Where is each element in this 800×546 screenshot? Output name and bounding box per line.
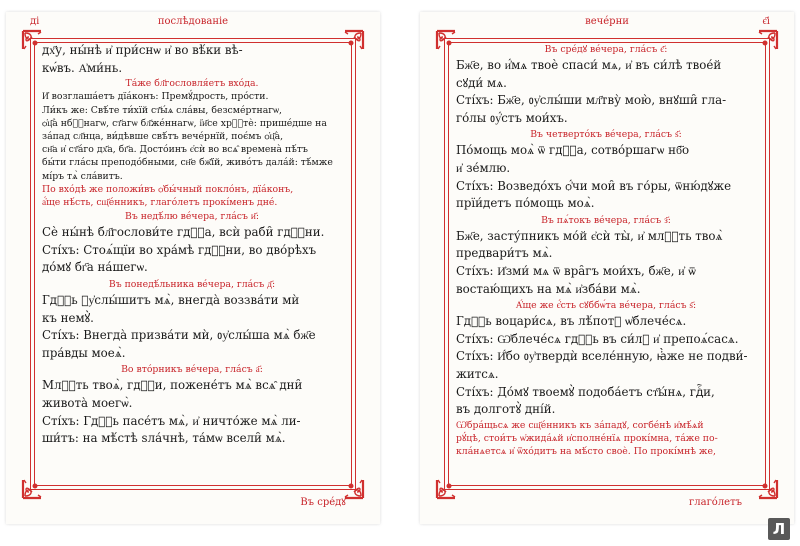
left-folio: ді: [30, 16, 40, 27]
corner-ornament-icon: [435, 29, 457, 51]
text-line: Бж҃е, во и҆́мѧ твоѐ спаси́ мѧ, и҆ въ си́лѣ твое́й: [456, 58, 722, 72]
right-folio: є҃і: [762, 16, 770, 27]
text-line: Та́же бл҃гословля́етъ вхо́да.: [125, 78, 259, 90]
rubric-heading: Во вто́рникъ ве́чера, гла́съ а҃:: [121, 364, 263, 376]
text-line: бы́ти гла́сы преподо́бными, сн҃е бж҃їй, живо́тъ дала́й: тѣ́мже: [42, 157, 333, 169]
text-line: По вхо́дѣ же положи́въ ѻ҆бы́чный покло́нъ, дїа́конъ,: [42, 183, 294, 195]
text-line: ѻ҆ц҃а̀ нбⷭ҇нагѡ, ст҃агѡ бл҃же́ннагѡ, і҆и҃се хрⷭ҇тѐ: прише́дше на: [42, 117, 327, 129]
corner-ornament-icon: [757, 478, 779, 500]
text-line: Сті́хъ: Ѡ҆блече́сѧ гдⷭ҇ь въ си́лꙋ и҆ препоѧ́сасѧ.: [456, 331, 739, 346]
text-line: Сѐ ны́нѣ бл҃гослови́те гдⷭ҇а, всѝ раби̑ гдⷭ҇ни.: [42, 225, 325, 240]
rubric-heading: Въ понедѣ́льника ве́чера, гла́съ д҃:: [108, 279, 276, 290]
text-line: кѡ́въ. А҆ми́нь.: [42, 60, 123, 75]
corner-ornament-icon: [757, 29, 779, 51]
left-running-title: послѣдованіе: [157, 16, 229, 27]
text-line: дх҃у, ны́нѣ и҆ при́снѡ и҆ во вѣ́ки вѣ-: [42, 43, 243, 57]
right-page: [420, 12, 794, 524]
publisher-logo-badge[interactable]: Л: [768, 518, 790, 540]
left-catchword: Въ сре́дꙋ: [300, 497, 346, 508]
text-line: ши́тъ: на мѣ́стѣ ѕла́чнѣ, та́мѡ всели̑ мѧ̀.: [42, 431, 286, 446]
text-line: рꙋ́цѣ, стои́тъ ѡ҆жида́ѧй и҆сполне́нїѧ прокі́мна, та́же по-: [456, 432, 718, 444]
text-line: Сті́хъ: Гдⷭ҇ь пасе́тъ мѧ̀, и҆ ничто́же мѧ̀ ли-: [42, 413, 301, 428]
text-line: сн҃а и҆ ст҃а́го дх҃а, бг҃а. Досто́инъ є҆сѝ во всѧ̑ времена̀ пѣ́тъ: [42, 144, 308, 156]
text-line: къ немꙋ̀.: [42, 310, 94, 325]
text-line: сꙋди́ мѧ.: [456, 75, 507, 90]
corner-ornament-icon: [343, 29, 365, 51]
text-line: го́лы ᲂу҆́стъ мои́хъ.: [456, 110, 568, 125]
text-line: до́мꙋ бг҃а на́шегѡ.: [42, 260, 148, 275]
text-line: Ѡ҆бра́щьсѧ же сщ҃е́нникъ къ за́падꙋ, согбе́нѣ и҆мѣ́ѧй: [456, 419, 704, 431]
text-line: Сті́хъ: Возведо́хъ ѻ҆́чи мои̑ въ го́ры, ѿню́дꙋже: [456, 178, 732, 193]
text-line: а҆́ще нѣ́сть, сщ҃е́нникъ, глаго́летъ прокі́менъ дне́.: [42, 197, 278, 209]
right-running-title: вече́рни: [585, 16, 629, 27]
left-page-text: [42, 42, 342, 448]
left-page: [6, 12, 380, 524]
text-line: Сті́хъ: Внегда̀ призва́ти мѝ, ᲂу҆слы́ша мѧ̀ бж҃е: [42, 328, 316, 343]
text-line: Бж҃е, засту́пникъ мо́й є҆сѝ ты̀, и҆ млⷭ҇ть твоѧ̀: [456, 228, 723, 243]
text-line: Гдⷭ҇ь воцари́сѧ, въ лѣ́потꙋ ѡ҆блече́сѧ.: [456, 314, 687, 329]
corner-ornament-icon: [21, 478, 43, 500]
rubric-heading: Въ недѣ́лю ве́чера, гла́съ и҃:: [125, 211, 259, 223]
corner-ornament-icon: [435, 478, 457, 500]
text-line: По́мощь моѧ̀ ѿ гдⷭ҇а, сотво́ршагѡ нб҃о: [456, 143, 690, 158]
text-line: Сті́хъ: Бж҃е, ᲂу҆слы́ши мл҃тву̀ мою̀, внꙋши̑ гла-: [456, 93, 727, 108]
text-line: Сті́хъ: До́мꙋ твоемꙋ̀ подоба́етъ ст҃ы́нѧ, гдⷭ҇и,: [456, 384, 715, 399]
corner-ornament-icon: [21, 29, 43, 51]
text-line: Млⷭ҇ть твоѧ̀, гдⷭ҇и, пожене́тъ мѧ̀ всѧ̑ дни̑: [42, 378, 303, 393]
text-line: за́пад сл҃нца, ви́дѣвше свѣ́тъ вече́рнїй, поє́мъ ѻ҆ц҃а̀,: [42, 131, 284, 142]
text-line: житсѧ.: [456, 366, 499, 381]
text-line: и҆ зе́млю.: [456, 160, 511, 175]
text-line: Ли́къ же: Свѣ́те ти́хїй ст҃ы́ѧ сла́вы, безсме́ртнагѡ,: [42, 104, 283, 116]
text-line: Сті́хъ: И҆́бо ᲂу҆твердѝ вселе́нную, ꙗ҆̀же не подви́-: [456, 349, 748, 364]
text-line: Сті́хъ: Стоѧ́щїи во хра́мѣ гдⷭ҇ни, во дво́рѣхъ: [42, 242, 317, 257]
rubric-heading: Въ сре́дꙋ ве́чера, гла́съ є҃:: [544, 44, 668, 55]
text-line: Сті́хъ: И҆зми́ мѧ ѿ вра̑гъ мои́хъ, бж҃е, и҆ ѿ: [456, 263, 696, 278]
right-page-text: [456, 42, 756, 458]
text-line: предвари́тъ мѧ̀.: [456, 246, 553, 261]
right-catchword: глаго́летъ: [689, 497, 742, 508]
text-line: пра́вды моеѧ̀.: [42, 345, 126, 360]
text-line: мі́ръ тѧ̀ сла́витъ.: [42, 170, 123, 182]
rubric-heading: Въ четверто́къ ве́чера, гла́съ ѕ҃:: [530, 129, 682, 141]
corner-ornament-icon: [343, 478, 365, 500]
text-line: Гдⷭ҇ь ᲂу҆слы́шитъ мѧ̀, внегда̀ воззва́ти мѝ: [42, 293, 300, 307]
text-line: востаю́щихъ на мѧ̀ и҆зба́ви мѧ̀.: [456, 281, 641, 296]
text-line: въ долготꙋ̀ дні́й.: [456, 402, 556, 417]
text-line: И҆ возглаша́етъ дїа́конъ: Премꙋ́дрость, про́сти.: [42, 91, 269, 103]
text-line: живота̀ моегѡ̀.: [42, 395, 133, 410]
rubric-heading: А҆́ще же є҆́сть сꙋббѡ́та ве́чера, гла́съ ѕ҃:: [515, 300, 697, 312]
text-line: прїи́детъ по́мощь моѧ̀.: [456, 196, 595, 211]
rubric-heading: Въ пѧ́токъ ве́чера, гла́съ з҃:: [541, 214, 671, 226]
text-line: кла́нѧетсѧ и҆ ѿхо́дитъ на мѣ́сто своѐ. По прокі́мнѣ же,: [456, 446, 716, 458]
